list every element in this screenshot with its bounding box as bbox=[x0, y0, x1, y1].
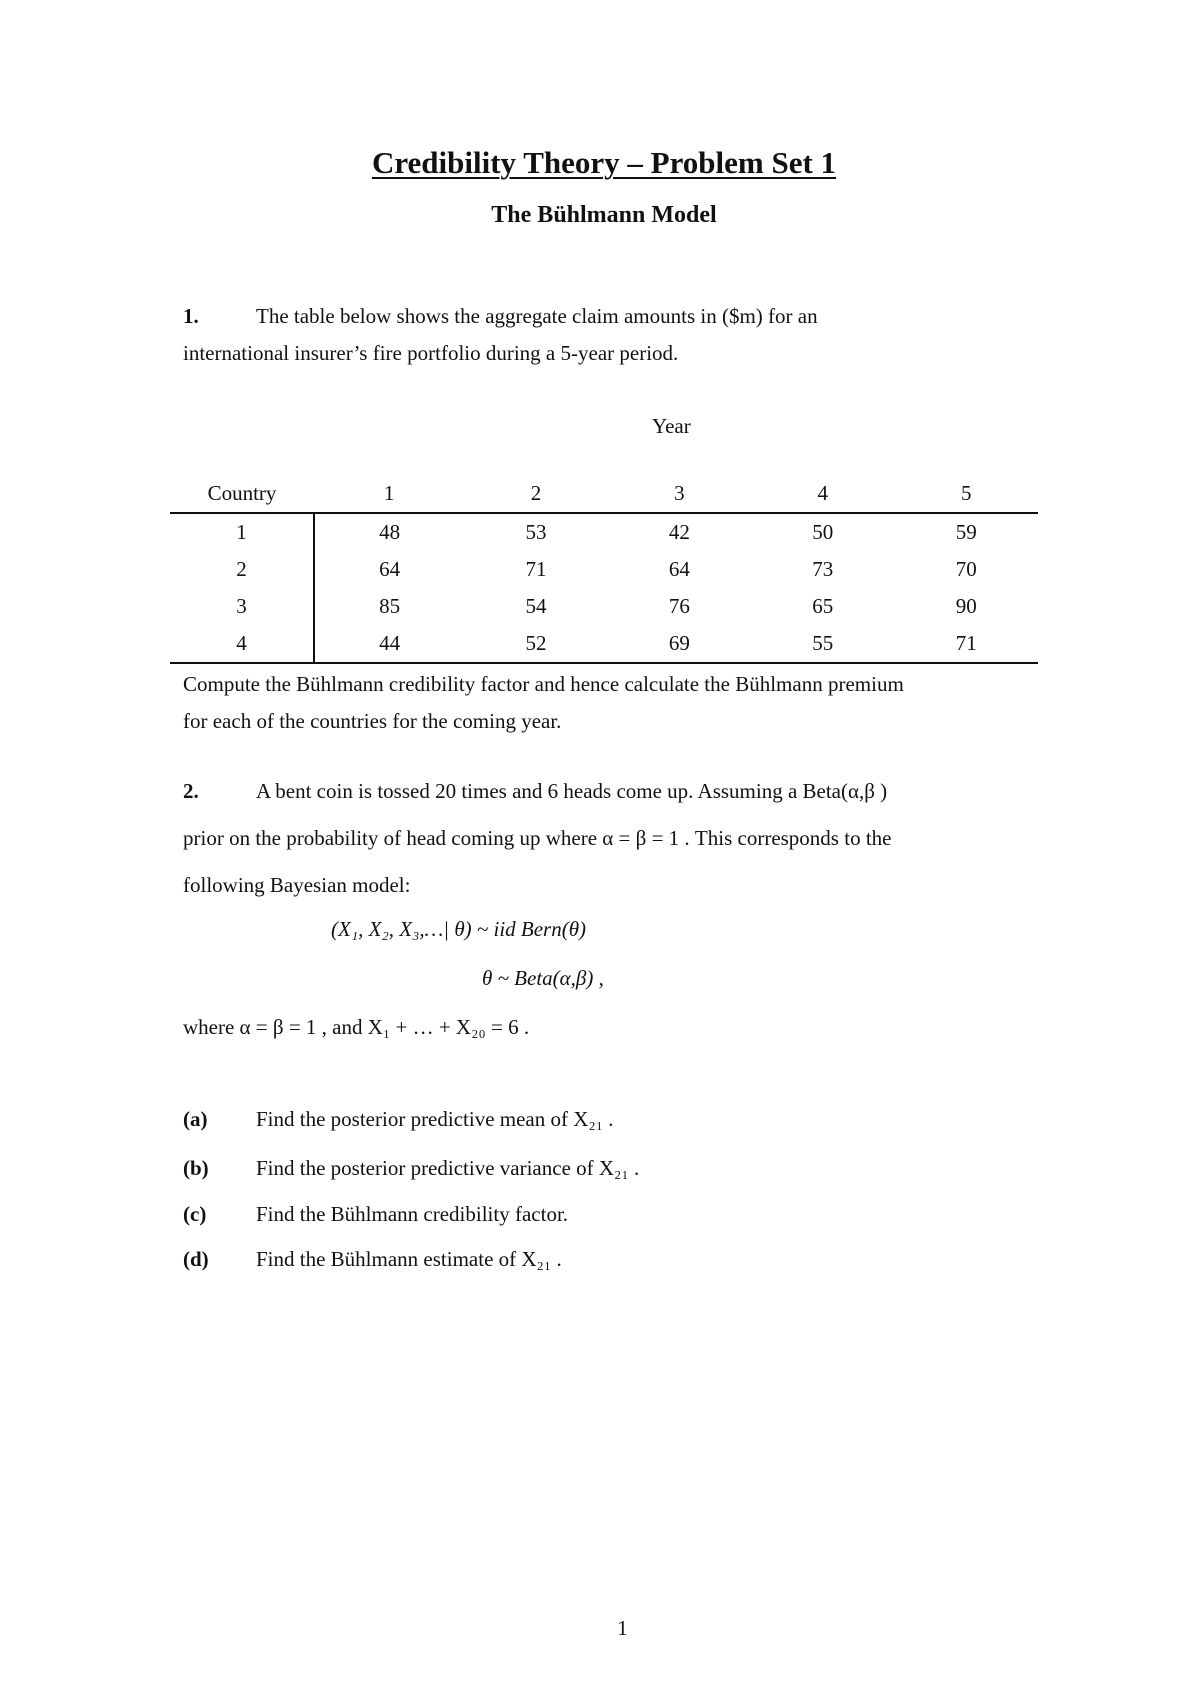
claim-cell: 50 bbox=[812, 520, 834, 544]
claim-cell: 71 bbox=[955, 631, 977, 655]
question-2-line-2: prior on the probability of head coming up where α = β = 1 . This corresponds to the bbox=[183, 826, 892, 850]
question-1-task-line-1: Compute the Bühlmann credibility factor and hence calculate the Bühlmann premium bbox=[183, 672, 904, 696]
claim-cell: 52 bbox=[525, 631, 547, 655]
part-text: Find the posterior predictive mean of X₂₁ . bbox=[256, 1107, 614, 1131]
part-text: Find the posterior predictive variance of X₂₁ . bbox=[256, 1156, 640, 1180]
claim-cell: 53 bbox=[525, 520, 547, 544]
claim-cell: 76 bbox=[668, 594, 690, 618]
year-header: 1 bbox=[383, 481, 395, 505]
claim-cell: 90 bbox=[955, 594, 977, 618]
bayesian-model-equation-1: (X₁, X₂, X₃,…| θ) ~ iid Bern(θ) bbox=[331, 917, 587, 941]
claim-cell: 65 bbox=[812, 594, 834, 618]
claim-cell: 64 bbox=[668, 557, 690, 581]
part-label: (b) bbox=[183, 1156, 209, 1180]
table-row bbox=[170, 625, 1038, 663]
claim-cell: 48 bbox=[379, 520, 401, 544]
page-number: 1 bbox=[617, 1616, 628, 1640]
year-header: 2 bbox=[530, 481, 542, 505]
question-1-number: 1. bbox=[183, 304, 199, 328]
claim-cell: 55 bbox=[812, 631, 834, 655]
part-text: Find the Bühlmann credibility factor. bbox=[256, 1202, 569, 1226]
page-subtitle: The Bühlmann Model bbox=[491, 202, 717, 228]
question-1-task-line-2: for each of the countries for the coming year. bbox=[183, 709, 562, 733]
question-2-number: 2. bbox=[183, 779, 199, 803]
question-2-where-line: where α = β = 1 , and X₁ + … + X₂₀ = 6 . bbox=[183, 1015, 530, 1039]
part-text: Find the Bühlmann estimate of X₂₁ . bbox=[256, 1247, 562, 1271]
country-header: Country bbox=[207, 481, 277, 505]
year-header: 5 bbox=[961, 481, 972, 505]
claim-cell: 59 bbox=[955, 520, 977, 544]
part-label: (d) bbox=[183, 1247, 209, 1271]
claim-cell: 44 bbox=[379, 631, 401, 655]
table-row bbox=[170, 588, 1038, 625]
claim-cell: 70 bbox=[955, 557, 977, 581]
country-cell: 2 bbox=[170, 551, 314, 588]
claim-cell: 64 bbox=[379, 557, 401, 581]
question-1-line-2: international insurer’s fire portfolio during a 5-year period. bbox=[183, 341, 679, 365]
claim-cell: 85 bbox=[379, 594, 401, 618]
bayesian-model-equation-2: θ ~ Beta(α,β) , bbox=[482, 966, 604, 990]
claim-cell: 71 bbox=[525, 557, 547, 581]
claim-cell: 42 bbox=[668, 520, 690, 544]
year-header: 4 bbox=[817, 481, 829, 505]
claims-table bbox=[170, 475, 1038, 664]
country-cell: 3 bbox=[170, 588, 314, 625]
question-2-line-3: following Bayesian model: bbox=[183, 873, 411, 897]
page-title: Credibility Theory – Problem Set 1 bbox=[371, 145, 837, 180]
claim-cell: 69 bbox=[668, 631, 690, 655]
table-row bbox=[170, 551, 1038, 588]
part-label: (c) bbox=[183, 1202, 207, 1226]
question-2-line-1: A bent coin is tossed 20 times and 6 heads come up. Assuming a Beta(α,β ) bbox=[256, 779, 888, 803]
claim-cell: 73 bbox=[812, 557, 834, 581]
table-header-row bbox=[170, 475, 1038, 513]
country-cell: 4 bbox=[170, 625, 314, 663]
country-cell: 1 bbox=[170, 513, 314, 551]
question-1-line-1: The table below shows the aggregate claim amounts in ($m) for an bbox=[256, 304, 818, 328]
table-row bbox=[170, 513, 1038, 551]
claim-cell: 54 bbox=[525, 594, 547, 618]
table-group-header: Year bbox=[652, 414, 691, 438]
year-header: 3 bbox=[674, 481, 685, 505]
part-label: (a) bbox=[183, 1107, 208, 1131]
